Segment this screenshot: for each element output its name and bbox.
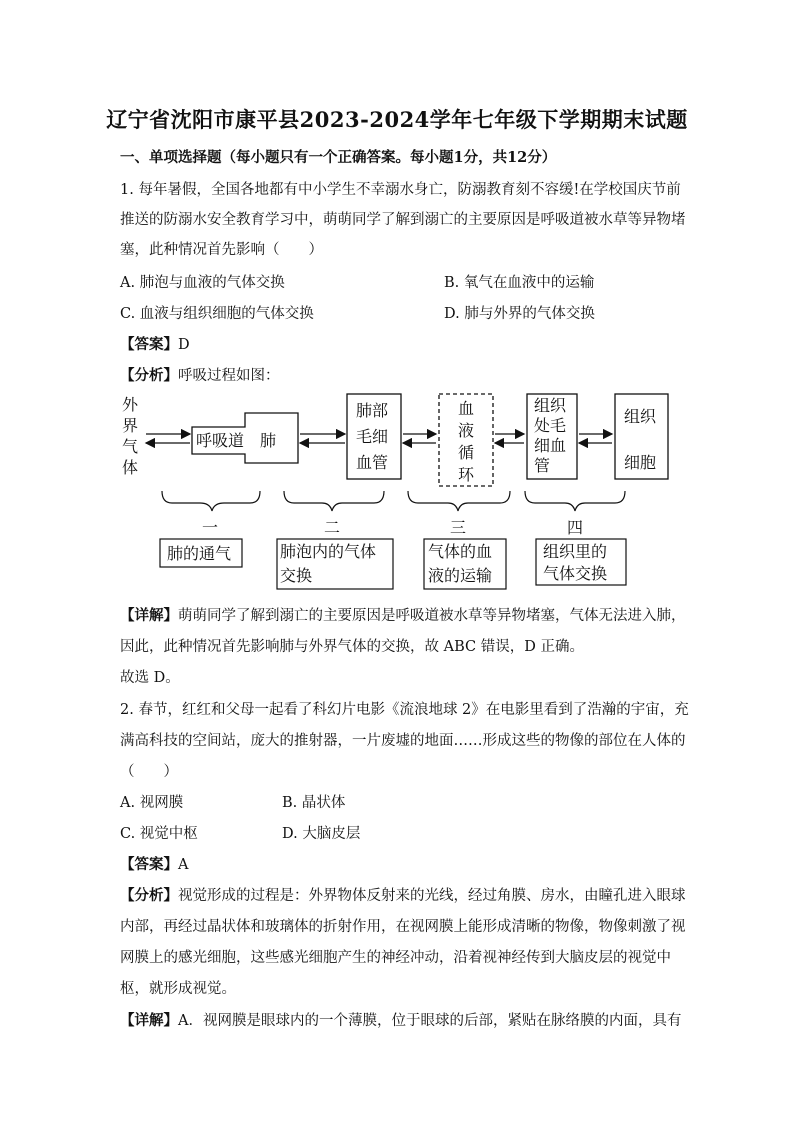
- stage-label-3-line-1: 气体的血: [428, 542, 493, 561]
- stage-label-3-line-2: 液的运输: [428, 566, 493, 585]
- q1-stem-line-3: 塞，此种情况首先影响（ ）: [120, 242, 323, 258]
- detail-tag: 【详解】: [120, 1012, 178, 1029]
- q1-option-d: D. 肺与外界的气体交换: [444, 306, 595, 322]
- pulmonary-capillary-line-1: 肺部: [356, 401, 389, 420]
- detail-text: 萌萌同学了解到溺亡的主要原因是呼吸道被水草等异物堵塞，气体无法进入肺，: [178, 608, 686, 624]
- stage-label-2-line-1: 肺泡内的气体: [280, 542, 377, 561]
- answer-tag: 【答案】: [120, 856, 178, 873]
- outside-air-char-2: 界: [122, 416, 139, 435]
- tissue-cell-line-2: 细胞: [624, 453, 657, 472]
- tissue-capillary-line-2: 处毛: [534, 416, 567, 435]
- q2-option-c: C. 视觉中枢: [120, 826, 198, 842]
- pulmonary-capillary-line-2: 毛细: [356, 427, 389, 446]
- tissue-capillary-line-4: 管: [534, 456, 551, 475]
- pulmonary-capillary-line-3: 血管: [356, 453, 389, 472]
- stage-label-1-line-1: 肺的通气: [167, 544, 232, 563]
- q2-analysis-line-1: [120, 884, 686, 905]
- brace-stage-4: [525, 491, 625, 511]
- blood-circulation-char-2: 液: [458, 421, 475, 440]
- q2-detail-line-1: [120, 1009, 681, 1030]
- tissue-capillary-line-1: 组织: [534, 396, 567, 415]
- stage-number-3: 三: [450, 518, 467, 537]
- q1-option-b: B. 氧气在血液中的运输: [444, 275, 595, 291]
- answer-value: A: [178, 857, 189, 873]
- answer-tag: 【答案】: [120, 336, 178, 353]
- blood-circulation-char-4: 环: [458, 465, 475, 484]
- q1-option-a: A. 肺泡与血液的气体交换: [120, 275, 285, 291]
- brace-stage-3: [408, 491, 510, 511]
- stage-number-1: 一: [202, 518, 219, 537]
- q2-stem-line-2: 满高科技的空间站，庞大的推射器，一片废墟的地面……形成这些的物像的部位在人体的: [120, 733, 686, 749]
- q1-detail-line-3: 故选 D。: [120, 670, 180, 686]
- outside-air-char-1: 外: [122, 395, 139, 414]
- brace-stage-2: [284, 491, 384, 511]
- tissue-cell-line-1: 组织: [624, 407, 657, 426]
- analysis-tag: 【分析】: [120, 367, 178, 384]
- page-title: 辽宁省沈阳市康平县2023-2024学年七年级下学期期末试题: [106, 107, 688, 132]
- q2-analysis-line-2: 内部，再经过晶状体和玻璃体的折射作用，在视网膜上能形成清晰的物像，物像刺激了视: [120, 919, 686, 935]
- stage-label-4-line-1: 组织里的: [543, 542, 608, 561]
- stage-number-2: 二: [324, 518, 341, 537]
- brace-stage-1: [162, 491, 260, 511]
- blood-circulation-char-3: 循: [458, 443, 475, 462]
- detail-text: A．视网膜是眼球内的一个薄膜，位于眼球的后部，紧贴在脉络膜的内面，具有: [178, 1013, 682, 1029]
- q2-analysis-line-4: 枢，就形成视觉。: [120, 981, 236, 997]
- outside-air-char-3: 气: [122, 437, 139, 456]
- stage-label-2-line-2: 交换: [280, 566, 313, 585]
- q2-stem-line-3: （ ）: [120, 764, 178, 780]
- analysis-text: 视觉形成的过程是：外界物体反射来的光线，经过角膜、房水，由瞳孔进入眼球: [178, 888, 686, 904]
- q2-stem-line-1: 2. 春节，红红和父母一起看了科幻片电影《流浪地球 2》在电影里看到了浩瀚的宇宙，充: [120, 702, 689, 718]
- stage-label-4-line-2: 气体交换: [543, 564, 608, 583]
- q2-option-a: A. 视网膜: [120, 795, 184, 811]
- outside-air-char-4: 体: [122, 458, 139, 477]
- airway-label: 呼吸道: [196, 431, 245, 450]
- blood-circulation-char-1: 血: [458, 399, 475, 418]
- detail-tag: 【详解】: [120, 607, 178, 624]
- analysis-text: 呼吸过程如图：: [178, 368, 280, 384]
- q1-detail-line-2: 因此，此种情况首先影响肺与外界气体的交换，故 ABC 错误，D 正确。: [120, 639, 584, 655]
- q2-answer: [120, 853, 188, 874]
- q1-stem-line-2: 推送的防溺水安全教育学习中，萌萌同学了解到溺亡的主要原因是呼吸道被水草等异物堵: [120, 212, 686, 228]
- q2-option-b: B. 晶状体: [282, 795, 346, 811]
- q2-option-d: D. 大脑皮层: [282, 826, 361, 842]
- answer-value: D: [178, 337, 190, 353]
- q1-detail-line-1: [120, 604, 686, 625]
- lung-label: 肺: [260, 431, 277, 450]
- tissue-capillary-line-3: 细血: [534, 436, 567, 455]
- analysis-tag: 【分析】: [120, 887, 178, 904]
- section-heading: 一、单项选择题（每小题只有一个正确答案。每小题1分，共12分）: [120, 149, 557, 166]
- q2-analysis-line-3: 网膜上的感光细胞，这些感光细胞产生的神经冲动，沿着视神经传到大脑皮层的视觉中: [120, 950, 671, 966]
- stage-number-4: 四: [567, 518, 584, 537]
- q1-stem-line-1: 1. 每年暑假，全国各地都有中小学生不幸溺水身亡，防溺教育刻不容缓!在学校国庆节前: [120, 182, 681, 198]
- q1-option-c: C. 血液与组织细胞的气体交换: [120, 306, 314, 322]
